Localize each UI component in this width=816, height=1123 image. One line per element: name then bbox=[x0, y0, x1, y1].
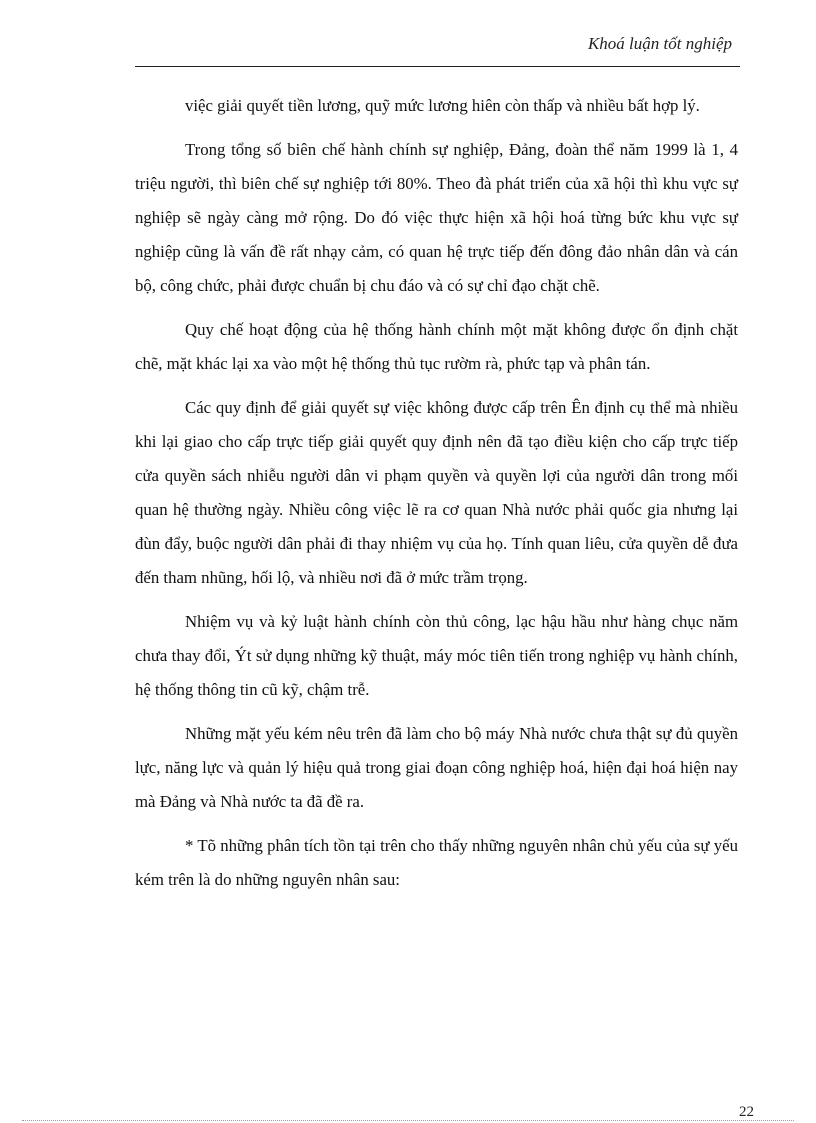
page-header bbox=[135, 30, 740, 67]
paragraph-7: * Tõ những phân tích tồn tại trên cho thấy những nguyên nhân chủ yếu của sự yếu kém trên là do những nguyên nhân sau: bbox=[135, 836, 738, 889]
paragraph-2: Trong tổng số biên chế hành chính sự nghiệp, Đảng, đoàn thể năm 1999 là 1, 4 triệu người, thì biên chế sự nghiệp tới 80%. Theo đà phát triển của xã hội thì khu vực sự nghiệp sẽ ngày càng mở rộng. Do đó việc thực hiện xã hội hoá từng bức khu vực sự nghiệp cũng là vấn đề rất nhạy cảm, có quan hệ trực tiếp đến đông đảo nhân dân và cán bộ, công chức, phải được chuẩn bị chu đáo và có sự chỉ đạo chặt chẽ. bbox=[135, 140, 738, 295]
header-title: Khoá luận tốt nghiệp bbox=[587, 34, 732, 53]
paragraph-5: Nhiệm vụ và kỷ luật hành chính còn thủ công, lạc hậu hầu như hàng chục năm chưa thay đổi, Ýt sử dụng những kỹ thuật, máy móc tiên tiến trong nghiệp vụ hành chính, hệ thống thông tin cũ kỹ, chậm trễ. bbox=[135, 612, 738, 699]
paragraph-4: Các quy định để giải quyết sự việc không được cấp trên Ên định cụ thể mà nhiều khi lại giao cho cấp trực tiếp giải quyết quy định nên đã tạo điều kiện cho cấp trực tiếp cửa quyền sách nhiễu người dân vi phạm quyền và quyền lợi của người dân trong mối quan hệ thường ngày. Nhiều công việc lẽ ra cơ quan Nhà nước phải quốc gia nhưng lại đùn đẩy, buộc người dân phải đi thay nhiệm vụ của họ. Tính quan liêu, cửa quyền dễ đưa đến tham nhũng, hối lộ, và nhiều nơi đã ở mức trầm trọng. bbox=[135, 398, 738, 587]
paragraph-1: việc giải quyết tiền lương, quỹ mức lương hiên còn thấp và nhiều bất hợp lý. bbox=[185, 96, 700, 115]
paragraph-6: Những mặt yếu kém nêu trên đã làm cho bộ máy Nhà nước chưa thật sự đủ quyền lực, năng lực và quản lý hiệu quả trong giai đoạn công nghiệp hoá, hiện đại hoá hiện nay mà Đảng và Nhà nước ta đã đề ra. bbox=[135, 724, 738, 811]
page-number: 22 bbox=[739, 1104, 754, 1120]
document-body bbox=[135, 89, 738, 907]
footer-divider bbox=[22, 1120, 794, 1121]
paragraph-3: Quy chế hoạt động của hệ thống hành chính một mặt không được ổn định chặt chẽ, mặt khác lại xa vào một hệ thống thủ tục rườm rà, phức tạp và phân tán. bbox=[135, 320, 738, 373]
